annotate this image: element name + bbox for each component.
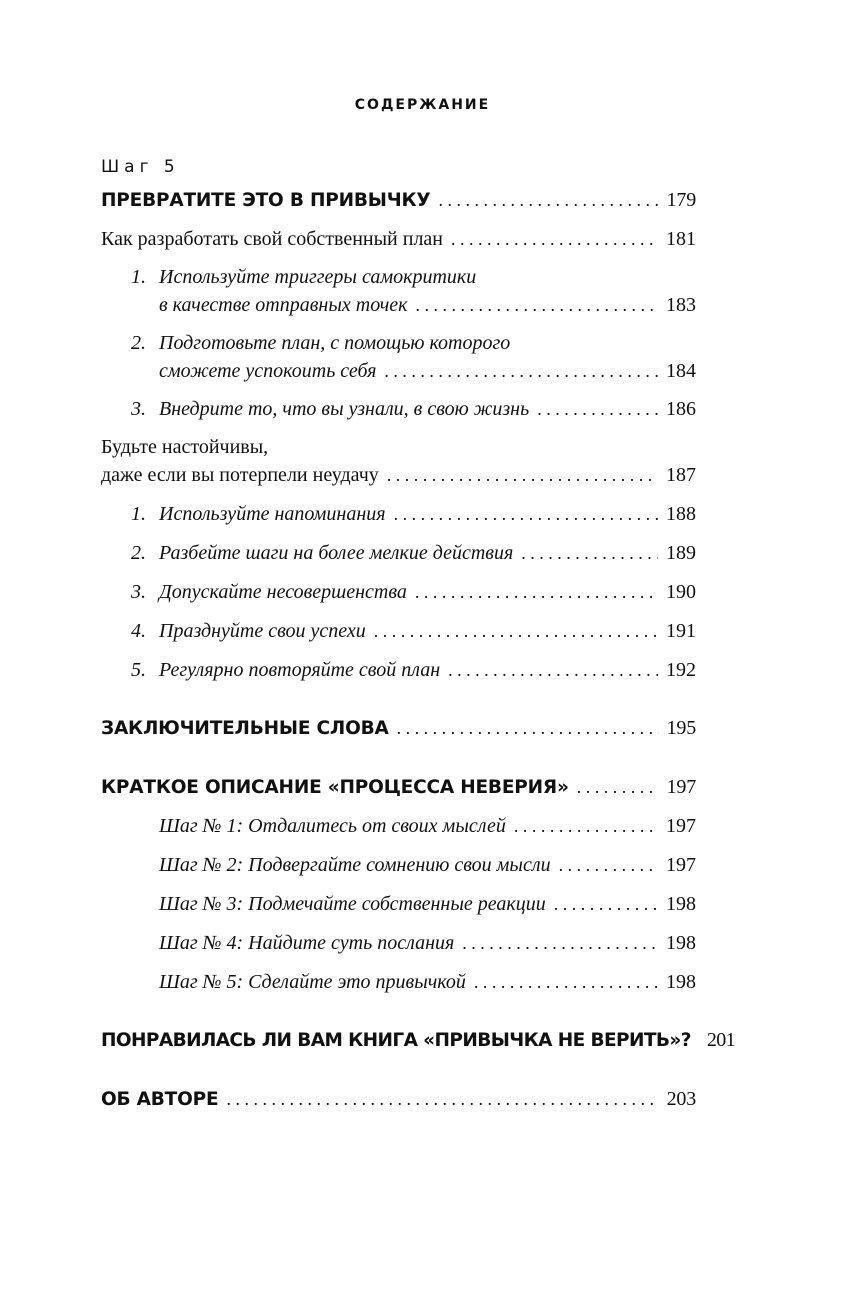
toc-entry-summary[interactable] [101,772,696,802]
dot-leader [451,224,658,254]
dot-leader [537,394,658,424]
dot-leader [415,290,658,320]
item-number: 1. [131,503,146,525]
toc-entry-liked-book[interactable] [101,1025,736,1055]
toc-page-number: 198 [666,971,696,993]
toc-entry-text: Разбейте шаги на более мелкие действия [159,542,514,564]
toc-entry-triggers[interactable] [159,290,696,320]
toc-page-number: 195 [666,717,696,739]
toc-entry-text: Шаг № 2: Подвергайте сомнению свои мысли [159,854,551,876]
toc-entry-persist[interactable] [101,460,696,490]
toc-entry-text: Шаг № 5: Сделайте это привычкой [159,971,466,993]
toc-entry-reminders[interactable] [131,499,696,529]
toc-entry-habit[interactable] [101,185,696,215]
toc-page-number: 187 [666,464,696,486]
toc-entry-text: Подготовьте план, с помощью которого [159,332,511,354]
toc-entry-text: даже если вы потерпели неудачу [101,464,379,486]
toc-entry-step-3[interactable] [159,889,696,919]
dot-leader [521,538,658,568]
toc-page-number: 197 [666,815,696,837]
toc-page-number: 191 [666,620,696,642]
toc-entry-about-author[interactable] [101,1084,696,1114]
toc-page-number: 189 [666,542,696,564]
dot-leader [374,616,658,646]
dot-leader [448,655,658,685]
toc-entry-text: сможете успокоить себя [159,360,377,382]
item-number: 2. [131,332,146,354]
toc-page-number: 184 [666,360,696,382]
dot-leader [384,356,658,386]
toc-entry-celebrate[interactable] [131,616,696,646]
toc-entry-plan[interactable] [101,224,696,254]
toc-entry-calm-plan[interactable] [159,356,696,386]
toc-page-number: 197 [666,776,696,798]
toc-entry-step-2[interactable] [159,850,696,880]
toc-entry-small-steps[interactable] [131,538,696,568]
dot-leader [474,967,658,997]
dot-leader [394,499,658,529]
step-label: Шаг 5 [101,157,180,177]
toc-entry-text: Используйте триггеры самокритики [159,266,477,288]
item-number: 4. [131,620,146,642]
toc-entry-text: КРАТКОЕ ОПИСАНИЕ «ПРОЦЕССА НЕВЕРИЯ» [101,777,569,798]
toc-entry-implement[interactable] [131,394,696,424]
item-number: 5. [131,659,146,681]
dot-leader [462,928,658,958]
toc-entry-text: Празднуйте свои успехи [159,620,366,642]
toc-entry-text: Шаг № 1: Отдалитесь от своих мыслей [159,815,506,837]
dot-leader [415,577,658,607]
dot-leader [439,185,659,215]
toc-entry-text: Внедрите то, что вы узнали, в свою жизнь [159,398,530,420]
toc-entry-text: в качестве отправных точек [159,294,408,316]
toc-page-number: 203 [666,1088,696,1110]
dot-leader [226,1084,658,1114]
dot-leader [387,460,658,490]
toc-entry-text: ПРЕВРАТИТЕ ЭТО В ПРИВЫЧКУ [101,190,431,211]
toc-entry-step-1[interactable] [159,811,696,841]
dot-leader [514,811,658,841]
toc-page-number: 201 [706,1029,736,1051]
dot-leader [559,850,658,880]
toc-page-number: 183 [666,294,696,316]
toc-page-number: 181 [666,228,696,250]
toc-page-number: 186 [666,398,696,420]
toc-entry-text: Как разработать свой собственный план [101,228,444,250]
toc-entry-line [131,328,510,358]
dot-leader [577,772,659,802]
toc-entry-text: ЗАКЛЮЧИТЕЛЬНЫЕ СЛОВА [101,718,389,739]
toc-entry-imperfections[interactable] [131,577,696,607]
toc-page-number: 198 [666,893,696,915]
item-number: 3. [131,581,146,603]
toc-entry-text: Используйте напоминания [159,503,386,525]
toc-entry-text: Допускайте несовершенства [159,581,407,603]
toc-entry-text: ПОНРАВИЛАСЬ ЛИ ВАМ КНИГА «ПРИВЫЧКА НЕ ВЕРИТЬ»? [101,1030,691,1051]
dot-leader [554,889,658,919]
toc-entry-step-5[interactable] [159,967,696,997]
toc-page-number: 190 [666,581,696,603]
toc-page-number: 198 [666,932,696,954]
toc-entry-text: ОБ АВТОРЕ [101,1089,219,1110]
toc-page-number: 179 [666,189,696,211]
toc-entry-text: Шаг № 3: Подмечайте собственные реакции [159,893,546,915]
toc-entry-final-words[interactable] [101,713,696,743]
toc-entry-line: Будьте настойчивы, [101,436,269,458]
item-number: 1. [131,266,146,288]
toc-page-number: 188 [666,503,696,525]
toc-entry-line [131,262,476,292]
toc-entry-text: Регулярно повторяйте свой план [159,659,441,681]
page-title: СОДЕРЖАНИЕ [354,97,491,113]
item-number: 2. [131,542,146,564]
toc-entry-step-4[interactable] [159,928,696,958]
toc-entry-text: Шаг № 4: Найдите суть послания [159,932,455,954]
toc-page-number: 197 [666,854,696,876]
toc-entry-repeat[interactable] [131,655,696,685]
toc-page-number: 192 [666,659,696,681]
item-number: 3. [131,398,146,420]
dot-leader [397,713,659,743]
